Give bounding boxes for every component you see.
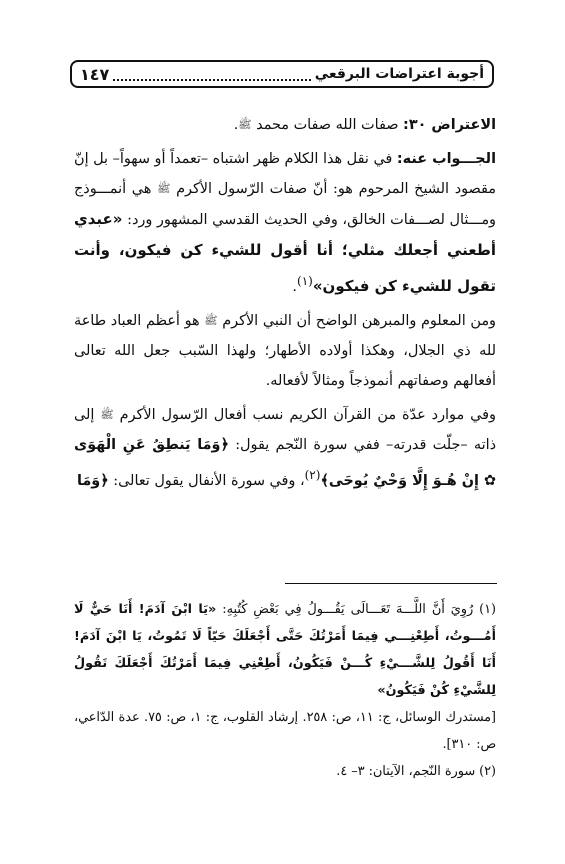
hadith-quote: «عبدي أطعني أجعلك مثلي؛ أنا أقول للشيء كن فيكون، وأنت تقول للشيء كن فيكون»: [74, 210, 496, 295]
paragraph-3-b: إلى ذاته –جلّت قدرته– ففي سورة النّجم يقول:: [74, 406, 497, 453]
footnotes: [74, 596, 496, 785]
paragraph-3-c: ، وفي سورة الأنفال يقول تعالى:: [113, 472, 305, 489]
salawat-icon: ﷺ: [157, 182, 171, 195]
footnote-1: [74, 596, 496, 704]
footnote-1-source: [مستدرك الوسائل، ج: ١١، ص: ٢٥٨. إرشاد القلوب، ج: ١، ص: ٧٥. عدة الدّاعي، ص: ٣١٠].: [74, 710, 496, 752]
main-text: [74, 110, 496, 496]
salawat-icon: ﷺ: [204, 313, 218, 327]
page-number: ١٤٧: [80, 64, 110, 84]
paragraph-2-a: ومن المعلوم والمبرهن الواضح أن النبي الأكرم: [222, 312, 496, 329]
quran-verse-1: ﴿وَمَا يَنطِقُ عَنِ الْهَوَى ✿ إِنْ هُـوَ إِلَّا وَحْيٌ يُوحَى﴾: [74, 436, 496, 489]
paragraph-3-a: وفي موارد عدّة من القرآن الكريم نسب أفعال الرّسول الأكرم: [119, 406, 496, 423]
answer-text-2: هي أنمـــوذج ومـــثال لصـــفات الخالق، وفي الحديث القدسي المشهور ورد:: [74, 181, 496, 228]
paragraph-2: [74, 306, 496, 396]
header-title: أجوبة اعتراضات البرقعي: [314, 66, 484, 82]
footnote-1-quote: «يَا ابْنَ آدَمَ! أَنَا حَيٌّ لَا أَمُـــوتُ، أَطِعْنِـــي فِيمَا أَمَرْتُكَ حَتَّى أَجْعَلَكَ حَيّاً لَا تَمُوتُ، يَا ابْنَ آدَمَ! أَنَا أَقُولُ لِلشَّـــيْءِ كُـــنْ فَيَكُونُ، أَطِعْنِي فِيمَا أَمَرْتُكَ أَجْعَلَكَ تَقُولُ لِلشَّيْءِ كُنْ فَيَكُونُ»: [74, 602, 496, 698]
objection-paragraph: الاعتراض ٣٠: صفات الله صفات محمد $^ﷺ$.: [233, 117, 496, 133]
salawat-icon: ﷺ: [100, 407, 114, 421]
header-dot-leader: [113, 67, 310, 81]
quran-verse-2: ﴿وَمَا: [76, 472, 109, 489]
answer-text: في نقل هذا الكلام ظهر اشتباه –تعمداً أو سهواً– بل إنّ مقصود الشيخ المرحوم هو: أنّ صفات الرّسول الأكرم: [74, 151, 497, 197]
footnote-2: (٢) سورة النّجم، الآيتان: ٣– ٤.: [336, 764, 496, 779]
footnote-1-intro: (١) رُوِيَ أَنَّ اللَّـــهَ تَعَـــالَى يَقُـــولُ فِي بَعْضِ كُتُبِهِ:: [222, 602, 496, 617]
paragraph-2-b: هو أعظم العباد طاعة لله ذي الجلال، وهكذا أولاده الأطهار؛ ولهذا السّبب جعل الله تعالى أفعالهم وصفاتهم أنموذجاً ومثالاً لأفعاله.: [74, 312, 496, 389]
answer-paragraph: الجـــواب عنه: في نقل هذا الكلام ظهر اشتباه –تعمداً أو سهواً– بل إنّ مقصود الشيخ المرحوم هو: أنّ صفات الرّسول الأكرم $^ﷺ$ هي أنمـــوذج ومـــثال لصـــفات الخالق، وفي الحديث القدسي المشهور ورد: «عبدي أطعني أجعلك مثلي؛ أنا أقول للشيء كن فيكون، وأنت تقول للشيء كن فيكون»$^{(١)}$.: [74, 151, 497, 295]
footnote-ref-1: (١): [297, 274, 313, 288]
footnote-divider: [285, 583, 497, 584]
objection-label: الاعتراض ٣٠:: [403, 117, 496, 133]
objection-text: صفات الله صفات محمد: [256, 117, 399, 133]
footnote-ref-2: (٢): [304, 467, 321, 482]
answer-label: الجـــواب عنه:: [396, 151, 497, 167]
salawat-icon: ﷺ: [238, 118, 252, 131]
running-header: [70, 60, 494, 88]
paragraph-3: [74, 400, 496, 496]
